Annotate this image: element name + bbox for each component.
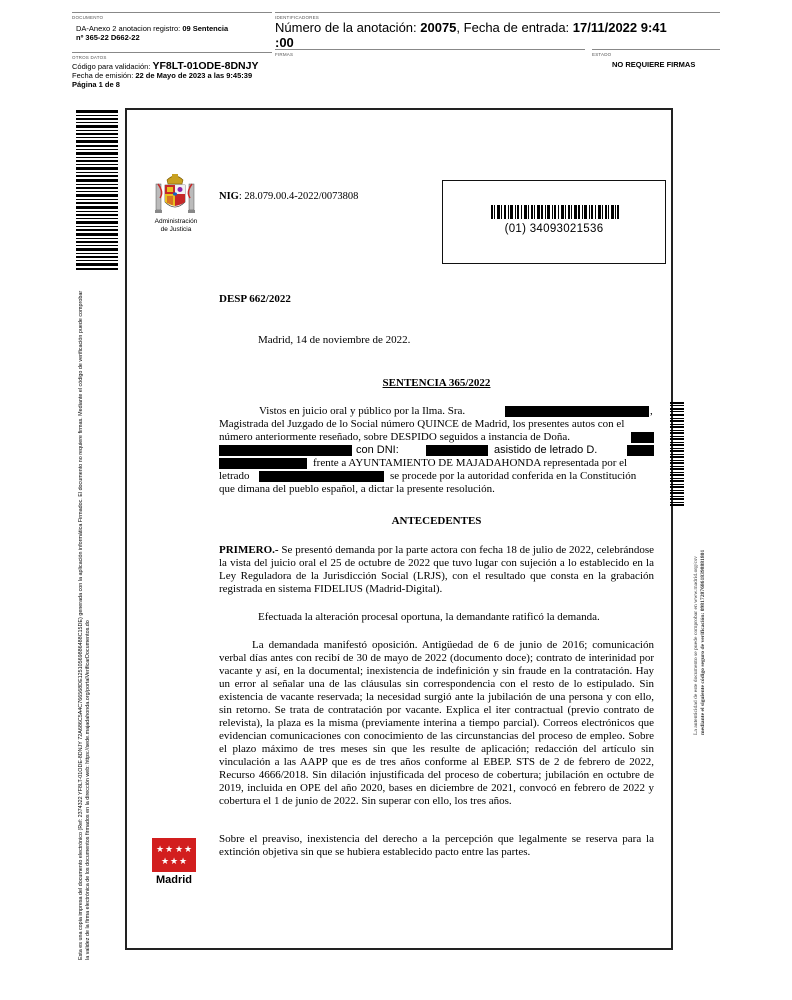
- csv-line1: La autenticidad de este documento se puede comprobar en www.madrid.org/csv: [693, 556, 699, 735]
- intro-letrado: asistido de letrado D.: [494, 444, 598, 456]
- redaction: [219, 445, 352, 456]
- right-barcode: [670, 402, 684, 506]
- anotacion-value: [275, 20, 720, 50]
- emision-prefix: Fecha de emisión:: [72, 71, 136, 80]
- redaction: [426, 445, 488, 456]
- svg-text:★: ★: [160, 857, 170, 867]
- fecha-value: 17/11/2022 9:41: [572, 20, 667, 35]
- intro-line5: frente a AYUNTAMIENTO DE MAJADAHONDA representada por el: [313, 457, 628, 469]
- svg-text:★: ★: [164, 845, 174, 855]
- anotacion-prefix: Número de la anotación:: [275, 20, 421, 35]
- redaction: [219, 458, 307, 469]
- madrid-label: Madrid: [155, 874, 193, 886]
- intro-line1: Vistos en juicio oral y público por la Ilma. Sra.: [259, 405, 466, 417]
- left-barcode: [76, 110, 118, 270]
- redaction: [259, 471, 384, 482]
- redaction: [631, 432, 654, 443]
- header-firmas: [275, 49, 585, 79]
- barcode-number: (01) 34093021536: [504, 223, 604, 235]
- sentencia-title: SENTENCIA 365/2022: [382, 377, 491, 389]
- primero-paragraph: [219, 544, 654, 596]
- estado-value: NO REQUIERE FIRMAS: [612, 60, 696, 69]
- documento-line1: DA-Anexo 2 anotacion registro:: [76, 24, 183, 33]
- intro-line2: Magistrada del Juzgado de lo Social número QUINCE de Madrid, los presentes autos con el: [219, 418, 625, 430]
- intro-comma: ,: [650, 405, 653, 417]
- firmas-label: FIRMAS: [275, 52, 294, 57]
- estado-label: ESTADO: [592, 52, 612, 57]
- codigo-prefix: Código para validación:: [72, 62, 153, 71]
- madrid-stars-icon: [152, 838, 196, 872]
- intro-line7: que dimana del pueblo español, a dictar la presente resolución.: [219, 483, 495, 495]
- svg-text:★: ★: [155, 845, 165, 855]
- documento-line1-bold: 09 Sentencia: [182, 24, 229, 33]
- header-estado: [592, 49, 720, 79]
- fecha-value-cont: :00: [275, 35, 294, 50]
- place-date: Madrid, 14 de noviembre de 2022.: [258, 334, 411, 346]
- emision-value: 22 de Mayo de 2023 a las 9:45:39: [135, 71, 253, 80]
- csv-verification-text: [693, 485, 706, 735]
- nig-line: [219, 190, 358, 203]
- intro-letrado-2: letrado: [219, 470, 250, 482]
- nig-label: NIG: [219, 191, 239, 202]
- svg-text:★: ★: [169, 857, 179, 867]
- document-barcode: [491, 205, 619, 219]
- intro-dni: con DNI:: [356, 444, 399, 456]
- header-otros-datos: [72, 52, 272, 92]
- otros-datos-value: [72, 62, 272, 89]
- documento-value: [76, 24, 272, 42]
- intro-line3: número anteriormente reseñado, sobre DESPIDO seguidos a instancia de Doña.: [219, 431, 570, 443]
- identificadores-label: IDENTIFICADORES: [275, 15, 320, 20]
- crest-label-line2: de Justicia: [160, 226, 192, 233]
- anotacion-number: 20075: [420, 20, 457, 35]
- efectuada-paragraph: Efectuada la alteración procesal oportuna, la demandante ratificó la demanda.: [258, 611, 600, 623]
- csv-line2: mediante el siguiente código seguro de verificación: 0981728768618398881801: [699, 549, 706, 735]
- primero-label: PRIMERO.-: [219, 544, 279, 556]
- svg-text:★: ★: [178, 857, 188, 867]
- spain-crest-icon: [154, 172, 196, 216]
- verification-notice: Esta es una copia impresa del documento electrónico (Ref: 2374322 YF8LT-01ODE-8DNJY 72A686C5A4C766568DE12510569886488C15DE) generada con la aplicación informática Firmadoc. El documento no requiere firmas. Mediante el código de verificación puede comprobar la validez de la firma electrónica de los documentos firmados en la dirección web: https://sede.majadahonda.org/portalVerificarDocumentos.do: [78, 290, 91, 960]
- documento-label: DOCUMENTO: [72, 15, 104, 20]
- redaction: [627, 445, 654, 456]
- intro-line6: se procede por la autoridad conferida en la Constitución: [390, 470, 637, 482]
- redaction: [505, 406, 649, 417]
- desp-number: DESP 662/2022: [219, 293, 291, 305]
- antecedentes-title: ANTECEDENTES: [391, 515, 482, 527]
- barcode-box: [442, 180, 666, 264]
- page-indicator: Página 1 de 8: [72, 80, 120, 89]
- svg-text:★: ★: [183, 845, 193, 855]
- header-documento: [72, 12, 272, 52]
- nig-value: : 28.079.00.4-2022/0073808: [238, 191, 359, 202]
- intro-paragraph: [219, 405, 654, 497]
- crest-label: [146, 218, 206, 234]
- primero-text: Se presentó demanda por la parte actora con fecha 18 de julio de 2022, celebrándose la vista del juicio oral el 25 de octubre de 2022 que tuvo lugar con sujeción a lo establecido en la Ley Reguladora de la Jurisdicción Social (LRJS), con el resultado que consta en la grabación registrada en sistema FIDELIUS (Madrid-Digital).: [219, 544, 654, 595]
- crest-label-line1: Administración: [154, 218, 198, 225]
- otros-datos-label: OTROS DATOS: [72, 55, 107, 60]
- fecha-prefix: , Fecha de entrada:: [456, 20, 573, 35]
- demandada-paragraph: La demandada manifestó oposición. Antigüedad de 6 de junio de 2016; comunicación verbal días antes con recibí de 30 de mayo de 2022 (documento doce); contrato de interinidad por vacante y así, en la documental; inexistencia de indefinición y sin fraude en la contratación. Hay un error al señalar una de las cláusulas sin correspondencia con el resto de lo estipulado. Sin existencia de vacante reservada; la necesidad surgió ante la jubilación de una persona y con ello, sin retorno. Se trata de contratación por vacante. Explica el iter contractual (previo contrato de relevista), la plaza es la misma (previamente interina a tiempo parcial). Correos electrónicos que evidencian comunicaciones con conocimiento de las circunstancias del proceso de empleo. Sobre el plazo máximo de tres meses sin que les resulte de aplicación; redacción del artículo sin vinculación a las AAPP que es de tres años conforme al EBEP. STS de 2 de febrero de 2022, Recurso 4666/2018. Sin dilación injustificada del proceso de cobertura; jubilación en octubre de 2019, incluida en OPE del año 2020, bases en diciembre de 2021, convocó en febrero de 2022 y cobertura el 1 de junio de 2022. Sin superar con ello, los tres años.: [219, 639, 654, 807]
- documento-line2: nº 365-22 D662-22: [76, 33, 140, 42]
- svg-text:★: ★: [174, 845, 184, 855]
- codigo-validacion: YF8LT-01ODE-8DNJY: [152, 60, 259, 72]
- preaviso-paragraph: Sobre el preaviso, inexistencia del derecho a la percepción que legalmente se reserva para la extinción objetiva sin que se hubiera establecido pacto entre las partes.: [219, 833, 654, 858]
- header-identificadores: [275, 12, 720, 48]
